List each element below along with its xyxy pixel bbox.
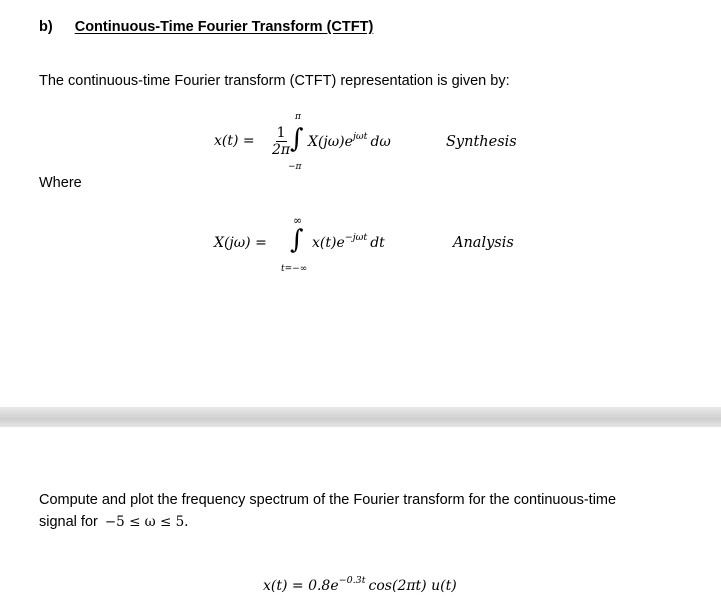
section-heading [39, 19, 373, 35]
page-divider [0, 407, 721, 427]
signal-equation: $x(t) = 0.8e^{-0.3t}$ cos(2πt) u(t) [263, 575, 457, 594]
analysis-label: Analysis [453, 235, 514, 251]
task-line-2-text: signal for [39, 514, 98, 530]
analysis-lhs: X(jω) = [214, 235, 267, 251]
where-text: Where [39, 175, 82, 191]
synthesis-upper-limit: π [295, 112, 301, 122]
analysis-integrand: $x(t)e^{-j\omega t}$ dt [312, 232, 385, 251]
section-title: Continuous-Time Fourier Transform (CTFT) [74, 19, 374, 35]
task-line-1: Compute and plot the frequency spectrum of the Fourier transform for the continuous-time [39, 492, 617, 508]
section-label: b) [39, 19, 53, 35]
synthesis-lower-limit: −π [288, 162, 302, 172]
synthesis-label: Synthesis [446, 134, 517, 150]
fraction-numerator: 1 [276, 125, 286, 141]
integral-sign: ∫ [290, 225, 304, 255]
synthesis-lhs: x(t) = [214, 133, 255, 149]
analysis-lower-limit: t=−∞ [281, 264, 308, 274]
task-range: −5 ≤ ω ≤ 5. [104, 514, 189, 530]
task-line-2 [39, 514, 188, 530]
integral-sign: ∫ [290, 124, 304, 154]
synthesis-integrand: $X(j\omega)e^{j\omega t}$ dω [308, 131, 391, 150]
intro-text: The continuous-time Fourier transform (CTFT) representation is given by: [39, 73, 510, 89]
synthesis-fraction [272, 126, 290, 157]
fraction-denominator: 2π [272, 142, 291, 158]
analysis-upper-limit: ∞ [293, 214, 303, 227]
